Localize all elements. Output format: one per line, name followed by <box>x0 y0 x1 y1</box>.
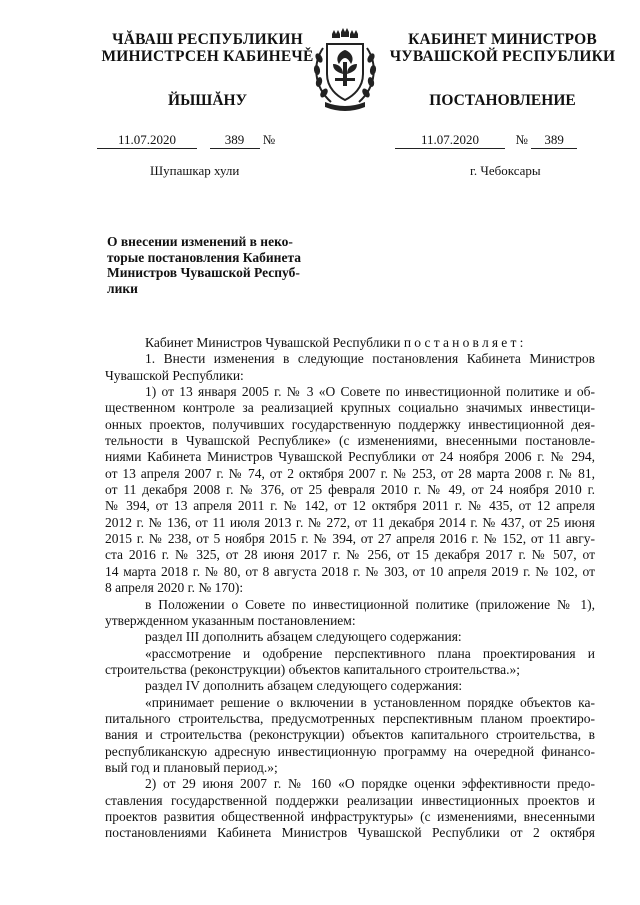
body-line: Чувашской Республики: <box>105 367 244 383</box>
body-line: «принимает решение о включении в установленном порядке объектов ка- <box>145 694 595 710</box>
body-line: в Положении о Совете по инвестиционной политике (приложение № 1), <box>145 596 595 612</box>
document-subject <box>107 234 315 296</box>
header-right-line-1: КАБИНЕТ МИНИСТРОВ <box>408 31 597 48</box>
body-line: щественном контроле за реализацией крупных социально значимых инвестици- <box>105 400 595 416</box>
body-line: республиканскую адресную инвестиционную программу на очередной финансо- <box>105 743 595 759</box>
body-line: утвержденном указанным постановлением: <box>105 612 356 628</box>
left-number-sign: № <box>262 132 276 147</box>
left-date-number <box>97 132 312 149</box>
body-line: № 394, от 13 апреля 2011 г. № 142, от 12 октября 2011 г. № 435, от 12 апреля <box>105 498 595 514</box>
body-line: ставления государственной поддержки реализации инвестиционных проектов и <box>105 792 595 808</box>
right-date-number <box>395 132 610 149</box>
header-left-doc-type: ЙЫШĂНУ <box>168 92 247 109</box>
body-line: 8 апреля 2020 г. № 170): <box>105 580 244 596</box>
right-city: г. Чебоксары <box>470 163 541 178</box>
subject-line: лики <box>107 280 138 296</box>
body-line: 2015 г. № 238, от 5 ноября 2015 г. № 394, от 27 апреля 2016 г. № 152, от 11 авгу- <box>105 531 595 547</box>
header-left-org <box>100 31 315 65</box>
body-line: 1) от 13 января 2005 г. № 3 «О Совете по инвестиционной политике и об- <box>145 384 595 400</box>
body-intro-line <box>105 335 595 351</box>
body-line: питального строительства, предусмотренных перспективным планом проектиро- <box>105 710 595 726</box>
right-number: 389 <box>531 132 577 149</box>
body-line: ста 2016 г. № 325, от 28 июня 2017 г. № 256, от 15 декабря 2017 г. № 507, от <box>105 547 595 563</box>
intro-resolves: постановляет: <box>403 335 527 350</box>
body-line: постановлениями Кабинета Министров Чувашской Республики от 2 октября <box>105 825 595 841</box>
header-left-line-2: МИНИСТРСЕН КАБИНЕЧĚ <box>101 48 314 65</box>
body-line: тельности в Чувашской Республике» (с изменениями, внесенными постановле- <box>105 433 595 449</box>
body-line: вания и строительства (реконструкции) объектов капитального строительства, в <box>105 727 595 743</box>
body-line: онных проектов, получивших государственную поддержку инвестиционной дея- <box>105 416 595 432</box>
subject-line: Министров Чувашской Респуб- <box>107 265 300 280</box>
subject-line: торые постановления Кабинета <box>107 249 301 265</box>
header-right-org <box>385 31 620 65</box>
body-line: от 13 апреля 2007 г. № 74, от 2 октября 2007 г. № 253, от 28 марта 2008 г. № 81, <box>105 465 595 481</box>
body-line: 14 марта 2018 г. № 80, от 8 августа 2018 г. № 303, от 10 апреля 2019 г. № 102, от <box>105 563 595 579</box>
body-line: раздел III дополнить абзацем следующего содержания: <box>145 629 462 645</box>
body-line: 2) от 29 июня 2007 г. № 160 «О порядке оценки эффективности предо- <box>145 776 595 792</box>
body-line: «рассмотрение и одобрение перспективного плана проектирования и <box>145 645 595 661</box>
body-line: раздел IV дополнить абзацем следующего содержания: <box>145 678 463 694</box>
body-line: от 11 декабря 2008 г. № 376, от 25 февраля 2010 г. № 49, от 24 ноября 2010 г. <box>105 482 595 498</box>
left-city: Шупашкар хули <box>150 163 240 178</box>
header-right-doc-type: ПОСТАНОВЛЕНИЕ <box>429 92 576 109</box>
body-line: 1. Внести изменения в следующие постановления Кабинета Министров <box>145 351 595 367</box>
header-left-line-1: ЧĂВАШ РЕСПУБЛИКИН <box>112 31 303 48</box>
header-right-line-2: ЧУВАШСКОЙ РЕСПУБЛИКИ <box>389 48 616 65</box>
left-date: 11.07.2020 <box>97 132 197 149</box>
document-body <box>105 335 595 842</box>
body-line: проектов развития общественной инфраструктуры» (с изменениями, внесенными <box>105 808 595 824</box>
right-date: 11.07.2020 <box>395 132 505 149</box>
subject-line: О внесении изменений в неко- <box>107 234 293 249</box>
right-number-sign: № <box>515 132 528 147</box>
body-line: вый год и плановый период.»; <box>105 759 278 775</box>
left-number: 389 <box>210 132 260 149</box>
body-line: ниями Кабинета Министров Чувашской Республики от 24 ноября 2006 г. № 294, <box>105 449 595 465</box>
body-line: строительства (реконструкции) объектов капитального строительства.»; <box>105 661 520 677</box>
emblem-icon <box>309 28 381 112</box>
body-line: 2012 г. № 136, от 11 июля 2013 г. № 272, от 11 декабря 2014 г. № 437, от 25 июня <box>105 514 595 530</box>
intro-prefix: Кабинет Министров Чувашской Республики <box>145 335 401 350</box>
